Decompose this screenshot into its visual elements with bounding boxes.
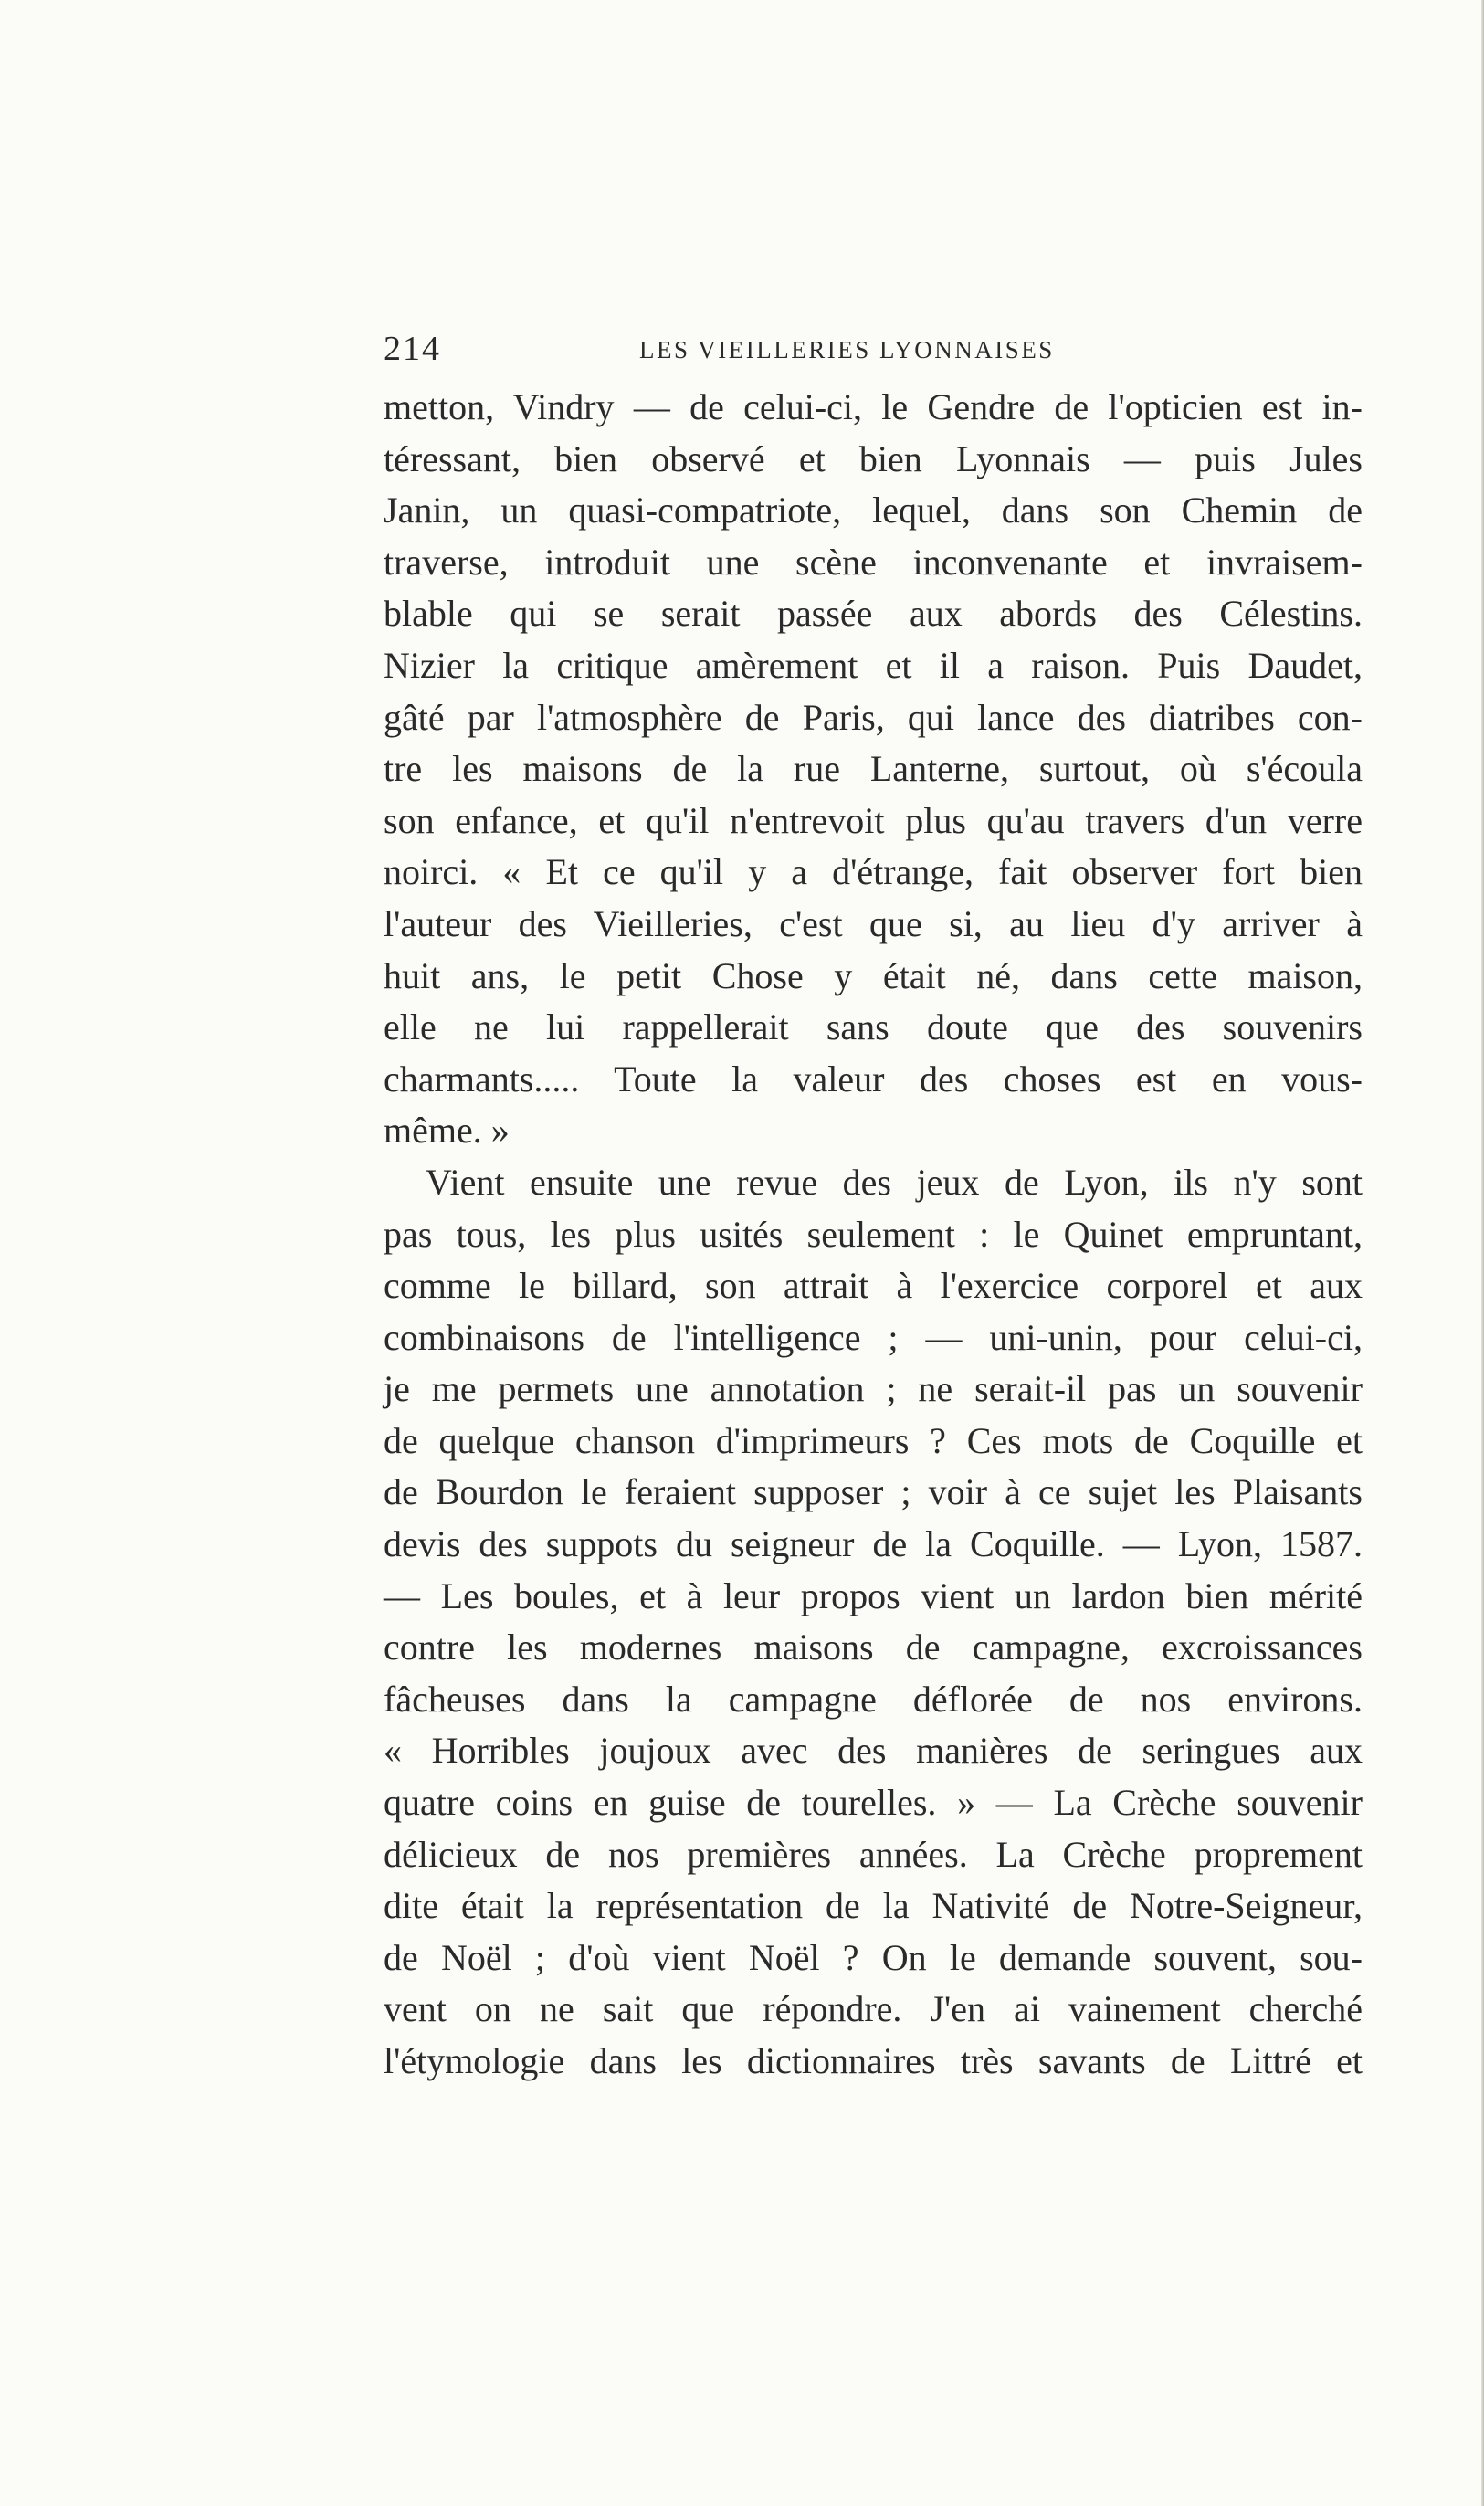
text-line: huit ans, le petit Chose y était né, dans cette maison, [384, 954, 1363, 996]
text-line: quatre coins en guise de tourelles. » — La Crèche souvenir [384, 1782, 1363, 1824]
text-line: son enfance, et qu'il n'entrevoit plus qu'au travers d'un verre [384, 799, 1363, 841]
text-line: de quelque chanson d'imprimeurs ? Ces mots de Coquille et [384, 1419, 1363, 1461]
text-line: de Noël ; d'où vient Noël ? On le demande souvent, sou- [384, 1936, 1363, 1978]
text-line: elle ne lui rappellerait sans doute que des souvenirs [384, 1006, 1363, 1048]
text-line: tre les maisons de la rue Lanterne, surtout, où s'écoula [384, 748, 1363, 790]
text-line: charmants..... Toute la valeur des choses est en vous- [384, 1058, 1363, 1100]
text-line: même. » [384, 1110, 510, 1152]
text-line: pas tous, les plus usités seulement : le Quinet empruntant, [384, 1213, 1363, 1255]
text-line: Vient ensuite une revue des jeux de Lyon, ils n'y sont [426, 1161, 1363, 1203]
text-line: vent on ne sait que répondre. J'en ai vainement cherché [384, 1988, 1363, 2030]
body-text [384, 382, 1363, 2088]
text-line: metton, Vindry — de celui-ci, le Gendre de l'opticien est in- [384, 386, 1363, 427]
text-line: fâcheuses dans la campagne déflorée de nos environs. [384, 1678, 1363, 1720]
text-line: comme le billard, son attrait à l'exercice corporel et aux [384, 1265, 1363, 1307]
text-line: dite était la représentation de la Nativité de Notre-Seigneur, [384, 1885, 1363, 1927]
text-line: Nizier la critique amèrement et il a raison. Puis Daudet, [384, 644, 1363, 686]
text-line: de Bourdon le feraient supposer ; voir à ce sujet les Plaisants [384, 1471, 1363, 1513]
text-line: délicieux de nos premières années. La Crèche proprement [384, 1833, 1363, 1875]
text-line: l'étymologie dans les dictionnaires très savants de Littré et [384, 2040, 1363, 2081]
page-number: 214 [384, 330, 441, 368]
text-line: blable qui se serait passée aux abords des Célestins. [384, 593, 1363, 635]
text-line: devis des suppots du seigneur de la Coquille. — Lyon, 1587. [384, 1523, 1363, 1565]
text-line: je me permets une annotation ; ne serait-il pas un souvenir [384, 1368, 1363, 1410]
running-title: LES VIEILLERIES LYONNAISES [639, 336, 1055, 363]
running-head [384, 329, 1114, 374]
text-line: « Horribles joujoux avec des manières de seringues aux [384, 1730, 1363, 1772]
text-line: noirci. « Et ce qu'il y a d'étrange, fait observer fort bien [384, 851, 1363, 893]
text-line: traverse, introduit une scène inconvenante et invraisem- [384, 541, 1363, 583]
text-line: gâté par l'atmosphère de Paris, qui lance des diatribes con- [384, 696, 1363, 738]
text-line: téressant, bien observé et bien Lyonnais — puis Jules [384, 437, 1363, 479]
text-line: Janin, un quasi-compatriote, lequel, dans son Chemin de [384, 490, 1363, 532]
text-line: l'auteur des Vieilleries, c'est que si, au lieu d'y arriver à [384, 902, 1363, 944]
text-line: combinaisons de l'intelligence ; — uni-unin, pour celui-ci, [384, 1316, 1363, 1358]
text-line: — Les boules, et à leur propos vient un lardon bien mérité [384, 1574, 1363, 1616]
text-line: contre les modernes maisons de campagne, excroissances [384, 1627, 1363, 1669]
